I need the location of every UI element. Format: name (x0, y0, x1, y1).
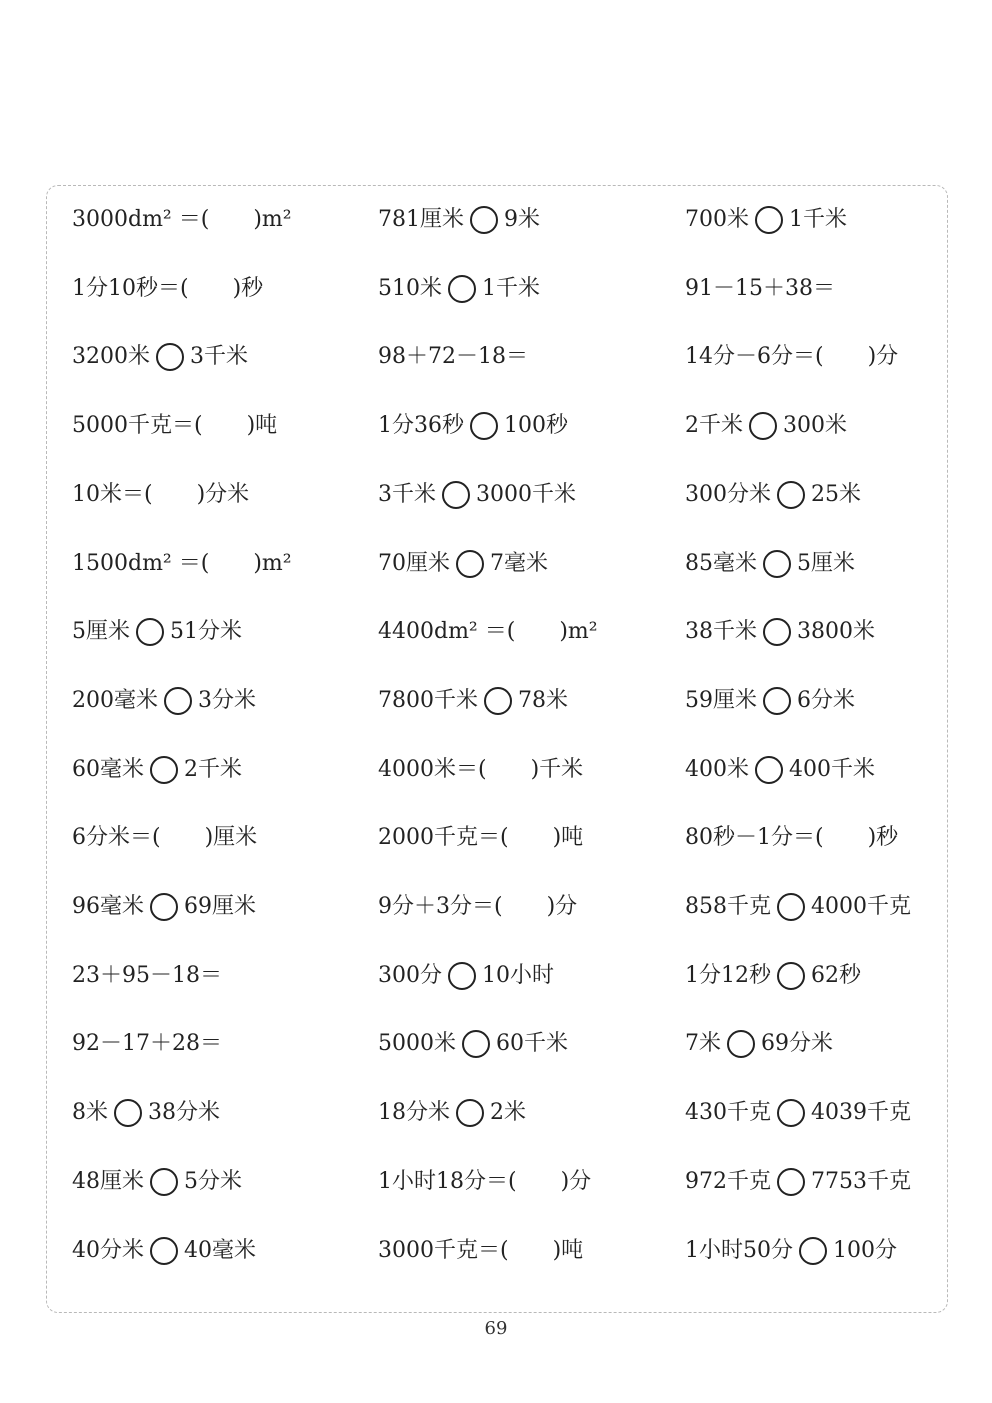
problem-right-text: 100秒 (504, 413, 568, 438)
problem-left-text: 92－17＋28＝ (72, 1031, 222, 1056)
problem-right-text: 7753千克 (811, 1169, 911, 1194)
answer-circle[interactable] (150, 756, 178, 784)
problem-left-text: 70厘米 (378, 551, 450, 576)
problem-right-text: 62秒 (811, 963, 861, 988)
problem-left-text: 972千克 (685, 1169, 771, 1194)
math-problem (72, 956, 222, 996)
problem-left-text: 18分米 (378, 1100, 450, 1125)
answer-circle[interactable] (777, 481, 805, 509)
problem-left-text: 781厘米 (378, 207, 464, 232)
comparison-problem (378, 269, 540, 309)
math-problem (378, 337, 528, 377)
answer-circle[interactable] (749, 412, 777, 440)
answer-circle[interactable] (470, 206, 498, 234)
problem-right-text: 1千米 (482, 276, 540, 301)
problem-right-text: 5厘米 (797, 551, 855, 576)
comparison-problem (378, 200, 540, 240)
problem-right-text: 51分米 (170, 619, 242, 644)
problem-left-text: 6分米＝( )厘米 (72, 825, 258, 850)
math-problem (72, 544, 292, 584)
answer-circle[interactable] (150, 1237, 178, 1265)
problem-left-text: 3千米 (378, 482, 436, 507)
answer-circle[interactable] (777, 1099, 805, 1127)
math-problem (72, 475, 249, 515)
comparison-problem (378, 544, 548, 584)
problem-left-text: 85毫米 (685, 551, 757, 576)
problem-left-text: 700米 (685, 207, 749, 232)
answer-circle[interactable] (763, 618, 791, 646)
problem-right-text: 69厘米 (184, 894, 256, 919)
answer-circle[interactable] (456, 550, 484, 578)
answer-circle[interactable] (763, 687, 791, 715)
problem-left-text: 23＋95－18＝ (72, 963, 222, 988)
answer-circle[interactable] (164, 687, 192, 715)
comparison-problem (378, 1093, 526, 1133)
problem-left-text: 3200米 (72, 344, 150, 369)
problem-right-text: 100分 (833, 1238, 897, 1263)
problem-left-text: 1分36秒 (378, 413, 464, 438)
problem-left-text: 7800千米 (378, 688, 478, 713)
problem-right-text: 5分米 (184, 1169, 242, 1194)
math-problem (685, 337, 898, 377)
comparison-problem (685, 887, 911, 927)
answer-circle[interactable] (462, 1030, 490, 1058)
problem-left-text: 14分－6分＝( )分 (685, 344, 899, 369)
answer-circle[interactable] (156, 343, 184, 371)
problem-left-text: 96毫米 (72, 894, 144, 919)
comparison-problem (378, 406, 568, 446)
comparison-problem (72, 887, 256, 927)
answer-circle[interactable] (777, 1168, 805, 1196)
problem-left-text: 60毫米 (72, 757, 144, 782)
answer-circle[interactable] (456, 1099, 484, 1127)
answer-circle[interactable] (777, 962, 805, 990)
problem-left-text: 1小时50分 (685, 1238, 793, 1263)
answer-circle[interactable] (114, 1099, 142, 1127)
problem-left-text: 5000米 (378, 1031, 456, 1056)
problem-left-text: 2千米 (685, 413, 743, 438)
comparison-problem (72, 612, 242, 652)
problem-left-text: 59厘米 (685, 688, 757, 713)
comparison-problem (685, 1162, 911, 1202)
comparison-problem (72, 1093, 220, 1133)
answer-circle[interactable] (484, 687, 512, 715)
comparison-problem (685, 1093, 911, 1133)
math-problem (378, 1162, 591, 1202)
answer-circle[interactable] (777, 893, 805, 921)
comparison-problem (72, 681, 256, 721)
problem-left-text: 400米 (685, 757, 749, 782)
math-problem (378, 1231, 583, 1271)
problem-left-text: 300分 (378, 963, 442, 988)
problem-right-text: 1千米 (789, 207, 847, 232)
problem-right-text: 2米 (490, 1100, 526, 1125)
math-problem (685, 269, 835, 309)
problem-right-text: 60千米 (496, 1031, 568, 1056)
problem-right-text: 40毫米 (184, 1238, 256, 1263)
comparison-problem (72, 1231, 256, 1271)
math-problem (72, 200, 292, 240)
comparison-problem (378, 681, 568, 721)
problem-left-text: 4400dm² ＝( )m² (378, 619, 598, 644)
problem-right-text: 4039千克 (811, 1100, 911, 1125)
problem-left-text: 9分＋3分＝( )分 (378, 894, 578, 919)
answer-circle[interactable] (763, 550, 791, 578)
answer-circle[interactable] (470, 412, 498, 440)
problem-right-text: 4000千克 (811, 894, 911, 919)
answer-circle[interactable] (727, 1030, 755, 1058)
problem-left-text: 40分米 (72, 1238, 144, 1263)
problem-right-text: 10小时 (482, 963, 554, 988)
math-problem (72, 1024, 222, 1064)
comparison-problem (685, 681, 855, 721)
problem-left-text: 510米 (378, 276, 442, 301)
comparison-problem (378, 1024, 568, 1064)
answer-circle[interactable] (448, 962, 476, 990)
math-problem (72, 818, 257, 858)
problem-right-text: 6分米 (797, 688, 855, 713)
problem-left-text: 7米 (685, 1031, 721, 1056)
problem-right-text: 3000千米 (476, 482, 576, 507)
math-problem (685, 818, 898, 858)
math-problem (378, 750, 583, 790)
comparison-problem (72, 337, 248, 377)
problem-right-text: 78米 (518, 688, 568, 713)
problem-left-text: 3000千克＝( )吨 (378, 1238, 584, 1263)
problem-left-text: 5000千克＝( )吨 (72, 413, 278, 438)
problem-left-text: 38千米 (685, 619, 757, 644)
answer-circle[interactable] (755, 756, 783, 784)
problem-left-text: 1分12秒 (685, 963, 771, 988)
problem-left-text: 4000米＝( )千米 (378, 757, 584, 782)
comparison-problem (685, 750, 875, 790)
comparison-problem (685, 544, 855, 584)
problem-right-text: 7毫米 (490, 551, 548, 576)
answer-circle[interactable] (755, 206, 783, 234)
problem-right-text: 300米 (783, 413, 847, 438)
problem-right-text: 3千米 (190, 344, 248, 369)
problem-left-text: 1分10秒＝( )秒 (72, 276, 264, 301)
problem-left-text: 48厘米 (72, 1169, 144, 1194)
problem-left-text: 5厘米 (72, 619, 130, 644)
comparison-problem (685, 1231, 897, 1271)
math-problem (378, 612, 598, 652)
problem-left-text: 430千克 (685, 1100, 771, 1125)
problem-left-text: 10米＝( )分米 (72, 482, 250, 507)
comparison-problem (378, 475, 576, 515)
problem-left-text: 200毫米 (72, 688, 158, 713)
answer-circle[interactable] (150, 1168, 178, 1196)
problem-left-text: 80秒－1分＝( )秒 (685, 825, 899, 850)
answer-circle[interactable] (136, 618, 164, 646)
problem-left-text: 91－15＋38＝ (685, 276, 835, 301)
comparison-problem (378, 956, 554, 996)
problem-left-text: 3000dm² ＝( )m² (72, 207, 292, 232)
comparison-problem (72, 750, 242, 790)
problem-left-text: 98＋72－18＝ (378, 344, 528, 369)
comparison-problem (685, 956, 861, 996)
comparison-problem (685, 475, 861, 515)
problem-right-text: 400千米 (789, 757, 875, 782)
problem-left-text: 1小时18分＝( )分 (378, 1169, 592, 1194)
math-problem (378, 887, 577, 927)
comparison-problem (685, 1024, 833, 1064)
problem-right-text: 38分米 (148, 1100, 220, 1125)
answer-circle[interactable] (150, 893, 178, 921)
comparison-problem (72, 1162, 242, 1202)
comparison-problem (685, 406, 847, 446)
problem-left-text: 858千克 (685, 894, 771, 919)
answer-circle[interactable] (448, 275, 476, 303)
problem-left-text: 1500dm² ＝( )m² (72, 551, 292, 576)
comparison-problem (685, 200, 847, 240)
problem-right-text: 25米 (811, 482, 861, 507)
answer-circle[interactable] (799, 1237, 827, 1265)
problem-left-text: 2000千克＝( )吨 (378, 825, 584, 850)
problem-left-text: 300分米 (685, 482, 771, 507)
problem-right-text: 69分米 (761, 1031, 833, 1056)
math-problem (72, 269, 263, 309)
problem-right-text: 3800米 (797, 619, 875, 644)
problem-left-text: 8米 (72, 1100, 108, 1125)
answer-circle[interactable] (442, 481, 470, 509)
math-problem (72, 406, 277, 446)
problem-right-text: 3分米 (198, 688, 256, 713)
comparison-problem (685, 612, 875, 652)
math-problem (378, 818, 583, 858)
problem-right-text: 2千米 (184, 757, 242, 782)
problem-right-text: 9米 (504, 207, 540, 232)
page-number: 69 (484, 1318, 508, 1339)
